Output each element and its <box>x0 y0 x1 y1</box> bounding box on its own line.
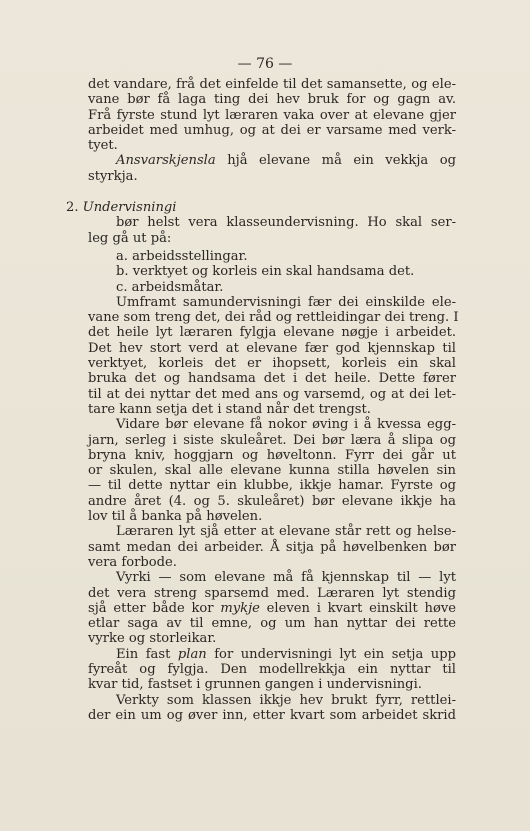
text-line: vane som treng det, dei råd og rettleidingar dei treng. I <box>88 310 459 326</box>
paragraph <box>88 524 456 570</box>
text-line: styrkja. <box>88 168 138 184</box>
emphasis: Ansvarskjensla <box>116 153 216 169</box>
text-line: Frå fyrste stund lyt læraren vaka over at elevane gjer <box>88 107 456 123</box>
section-title: Undervisningi <box>82 200 177 216</box>
text-line: vera forbode. <box>88 554 177 570</box>
text-line: det vandare, frå det einfelde til det samansette, og ele- <box>88 77 456 92</box>
text-line: fyreåt og fylgja. Den modellrekkja ein nyttar til <box>88 661 456 677</box>
text-line: tyet. <box>88 138 118 154</box>
section-number: 2. <box>66 200 79 216</box>
text-line: etlar saga av til emne, og um han nyttar dei rette <box>88 616 456 632</box>
paragraph <box>88 294 459 417</box>
text-line: vane bør få laga ting dei hev bruk for og gagn av. <box>88 92 456 108</box>
text-line: det vera streng sparsemd med. Læraren lyt stendig <box>88 585 456 601</box>
paragraph <box>88 570 456 646</box>
text-line: der ein um og øver inn, etter kvart som arbeidet skrid <box>88 707 456 723</box>
text-line: andre året (4. og 5. skuleåret) bør elevane ikkje ha <box>88 493 456 509</box>
text-line: bruka det og handsama det i det heile. Dette fører <box>88 371 456 387</box>
text-line: — til dette nyttar ein klubbe, ikkje hamar. Fyrste og <box>88 478 456 494</box>
text-line: arbeidet med umhug, og at dei er varsame med verk- <box>88 122 456 138</box>
paragraph <box>88 215 456 246</box>
emphasis: plan <box>177 646 207 662</box>
emphasis: mykje <box>220 600 260 616</box>
text-line: jarn, serleg i siste skuleåret. Dei bør læra å slipa og <box>88 432 456 448</box>
text-line: det heile lyt læraren fylgja elevane nøgje i arbeidet. <box>88 325 456 341</box>
text-line: or skulen, skal alle elevane kunna stilla høvelen sin <box>88 463 456 479</box>
text-line: til at dei nyttar det med ans og varsemd, og at dei let- <box>88 386 456 402</box>
text-line: Verkty som klassen ikkje hev brukt fyrr, rettlei- <box>116 692 456 708</box>
text-line: bør helst vera klasseundervisning. Ho skal ser- <box>116 215 456 231</box>
paragraph <box>88 153 456 184</box>
text-line: Umframt samundervisningi fær dei einskilde ele- <box>116 294 456 310</box>
text-line: tare kann setja det i stand når det trengst. <box>88 401 371 417</box>
page-number: — 76 — <box>237 56 293 72</box>
list <box>88 249 456 295</box>
list-item: b. verktyet og korleis ein skal handsama det. <box>116 264 415 280</box>
text-line: kvar tid, fastset i grunnen gangen i undervisningi. <box>88 677 422 693</box>
text-line: Ein fast plan for undervisningi lyt ein setja upp <box>116 646 457 662</box>
text-line: leg gå ut på: <box>88 230 172 246</box>
text-line: Vyrki — som elevane må få kjennskap til — lyt <box>116 570 456 586</box>
text-line: Vidare bør elevane få nokor øving i å kvessa egg- <box>116 417 456 433</box>
text-line: Det hev stort verd at elevane fær god kjennskap til <box>88 340 456 356</box>
text-line: vyrke og storleikar. <box>88 631 217 647</box>
paragraph <box>88 693 456 724</box>
list-item: c. arbeidsmåtar. <box>116 279 224 295</box>
section-heading <box>66 200 456 215</box>
text-line: samt medan dei arbeider. Å sitja på høvelbenken bør <box>88 539 456 555</box>
page-body <box>66 77 459 723</box>
paragraph <box>88 417 456 524</box>
text-line: lov til å banka på høvelen. <box>88 509 263 525</box>
list-item: a. arbeidsstellingar. <box>116 248 248 264</box>
text-line: Ansvarskjensla hjå elevane må ein vekkja og <box>116 153 456 169</box>
text-line: sjå etter både kor mykje eleven i kvart einskilt høve <box>88 600 456 616</box>
paragraph <box>88 647 456 693</box>
paragraph <box>88 77 456 153</box>
text-line: bryna kniv, hoggjarn og høveltonn. Fyrr dei går ut <box>88 447 456 463</box>
text-line: Læraren lyt sjå etter at elevane står rett og helse- <box>116 524 456 540</box>
text-line: verktyet, korleis det er ihopsett, korleis ein skal <box>88 356 456 372</box>
